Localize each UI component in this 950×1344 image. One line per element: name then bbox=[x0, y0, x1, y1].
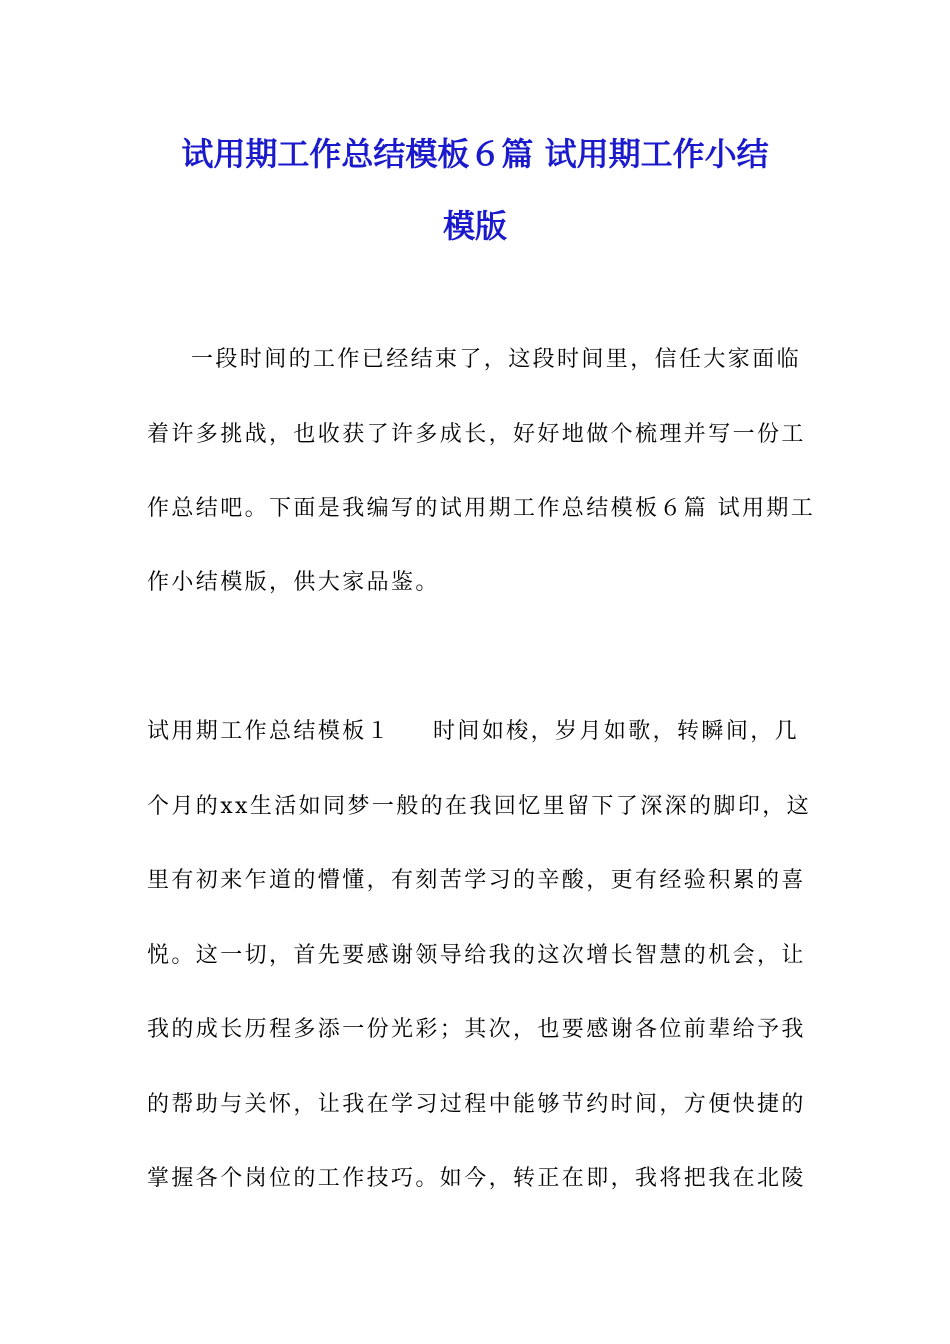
section-first-line bbox=[147, 717, 807, 747]
section-heading: 试用期工作总结模板１ bbox=[147, 719, 392, 744]
body-paragraph-line-1: 个月的xx生活如同梦一般的在我回忆里留下了深深的脚印，这 bbox=[147, 794, 812, 819]
intro-paragraph-line-1: 一段时间的工作已经结束了，这段时间里，信任大家面临 bbox=[191, 347, 802, 372]
body-paragraph-line-4: 我的成长历程多添一份光彩；其次，也要感谢各位前辈给予我 bbox=[147, 1017, 806, 1042]
intro-paragraph-line-2: 着许多挑战，也收获了许多成长，好好地做个梳理并写一份工 bbox=[147, 422, 806, 447]
body-paragraph-line-3: 悦。这一切，首先要感谢领导给我的这次增长智慧的机会，让 bbox=[147, 943, 806, 968]
intro-paragraph-line-4: 作小结模版，供大家品鉴。 bbox=[147, 570, 440, 595]
body-paragraph-line-6: 掌握各个岗位的工作技巧。如今，转正在即，我将把我在北陵 bbox=[147, 1166, 806, 1191]
document-title-line-2: 模版 bbox=[442, 207, 507, 245]
section-first-line-text: 时间如梭，岁月如歌，转瞬间，几 bbox=[433, 719, 800, 744]
body-paragraph-line-5: 的帮助与关怀，让我在学习过程中能够节约时间，方便快捷的 bbox=[147, 1092, 806, 1117]
document-title-line-1: 试用期工作总结模板６篇 试用期工作小结 bbox=[181, 135, 769, 173]
intro-paragraph-line-3: 作总结吧。下面是我编写的试用期工作总结模板６篇 试用期工 bbox=[147, 496, 816, 521]
body-paragraph-line-2: 里有初来乍道的懵懂，有刻苦学习的辛酸，更有经验积累的喜 bbox=[147, 868, 806, 893]
